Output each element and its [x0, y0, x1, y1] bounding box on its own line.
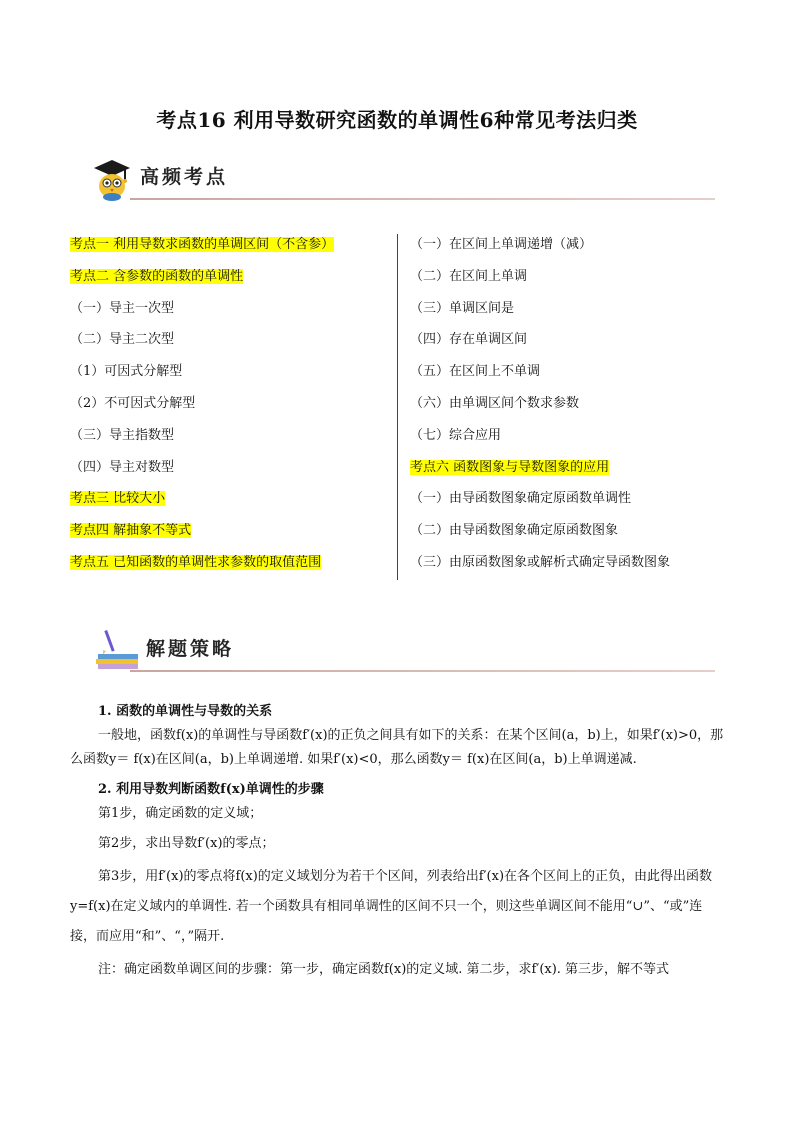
section-title-strategy: 解题策略 — [146, 638, 235, 660]
content-step: 第1步，确定函数的定义域； — [98, 806, 263, 821]
toc-left-column — [70, 232, 390, 582]
toc-item-label: （1）可因式分解型 — [70, 364, 183, 380]
content-heading: 1. 函数的单调性与导数的关系 — [98, 704, 273, 719]
section-title-high-freq: 高频考点 — [140, 166, 229, 188]
content-step: 第2步，求出导数f′(x)的零点； — [98, 836, 275, 851]
toc-item-label: 考点一 利用导数求函数的单调区间（不含参） — [70, 237, 335, 252]
content-paragraph: 一般地，函数f(x)的单调性与导函数f′(x)的正负之间具有如下的关系：在某个区间(a，b)上，如果f′(x)>0，那么函数y＝ f(x)在区间(a，b)上单调递增. 如果f′(x)<0，那么函数y＝ f(x)在区间(a，b)上单调递减. — [70, 728, 724, 767]
toc-item-label: 考点五 已知函数的单调性求参数的取值范围 — [70, 554, 322, 570]
toc-item-label: （二）导主二次型 — [70, 332, 175, 348]
toc-item — [70, 264, 390, 296]
toc-item — [410, 359, 730, 391]
toc-item — [410, 391, 730, 423]
toc-item — [410, 423, 730, 455]
toc-item-label: 考点四 解抽象不等式 — [70, 523, 192, 539]
section-header-strategy — [90, 628, 715, 674]
page-title: 考点16 利用导数研究函数的单调性6种常见考法归类 — [156, 108, 638, 132]
toc-item — [410, 486, 730, 518]
toc-item — [410, 518, 730, 550]
toc-item-label: （三）单调区间是 — [410, 300, 515, 316]
toc-item — [410, 550, 730, 582]
content-note: 注：确定函数单调区间的步骤：第一步，确定函数f(x)的定义域. 第二步，求f′(x). 第三步，解不等式 — [98, 962, 670, 977]
section-header-high-freq — [90, 156, 715, 202]
toc-item-label: （五）在区间上不单调 — [410, 364, 541, 380]
toc-item-label: 考点二 含参数的函数的单调性 — [70, 268, 244, 284]
toc-item-label: 考点三 比较大小 — [70, 491, 166, 507]
strategy-content — [70, 700, 726, 982]
content-heading: 2. 利用导数判断函数f(x)单调性的步骤 — [98, 782, 324, 797]
toc-item — [70, 518, 390, 550]
toc-item-label: （四）导主对数型 — [70, 459, 175, 475]
toc-item — [410, 264, 730, 296]
toc-item-label: （2）不可因式分解型 — [70, 395, 196, 411]
content-step: 第3步，用f′(x)的零点将f(x)的定义域划分为若干个区间，列表给出f′(x)在各个区间上的正负，由此得出函数y=f(x)在定义域内的单调性. 若一个函数具有相同单调性的区间不只一个，则这些单调区间不能用“∪”、“或”连接，而应用“和”、“，”隔开. — [70, 869, 713, 944]
toc-item — [410, 455, 730, 487]
toc-item-label: （六）由单调区间个数求参数 — [410, 395, 580, 411]
toc-item — [410, 232, 730, 264]
toc-item — [70, 486, 390, 518]
toc-item — [410, 296, 730, 328]
toc-item-label: （七）综合应用 — [410, 427, 502, 443]
toc-item-label: （一）导主一次型 — [70, 300, 175, 316]
toc-item — [70, 423, 390, 455]
graduate-owl-icon — [90, 156, 134, 202]
toc-item-label: （三）导主指数型 — [70, 427, 175, 443]
toc-item-label: （一）在区间上单调递增（减） — [410, 237, 593, 252]
toc-right-column — [410, 232, 730, 582]
toc-item — [70, 391, 390, 423]
toc-item — [70, 327, 390, 359]
toc-item — [70, 296, 390, 328]
toc-divider — [397, 234, 398, 580]
toc-item-label: （二）由导函数图象确定原函数图象 — [410, 523, 619, 539]
section-underline — [130, 198, 715, 200]
toc-item — [70, 455, 390, 487]
toc-item-label: （一）由导函数图象确定原函数单调性 — [410, 491, 632, 507]
toc-item — [70, 550, 390, 582]
toc-item-label: （二）在区间上单调 — [410, 268, 528, 284]
books-pencil-icon — [94, 628, 142, 672]
toc-item-label: （四）存在单调区间 — [410, 332, 528, 348]
section-underline — [130, 670, 715, 672]
toc-item — [410, 327, 730, 359]
toc-item — [70, 359, 390, 391]
toc-item-label: 考点六 函数图象与导数图象的应用 — [410, 459, 610, 475]
toc-item — [70, 232, 390, 264]
toc-item-label: （三）由原函数图象或解析式确定导函数图象 — [410, 554, 671, 570]
